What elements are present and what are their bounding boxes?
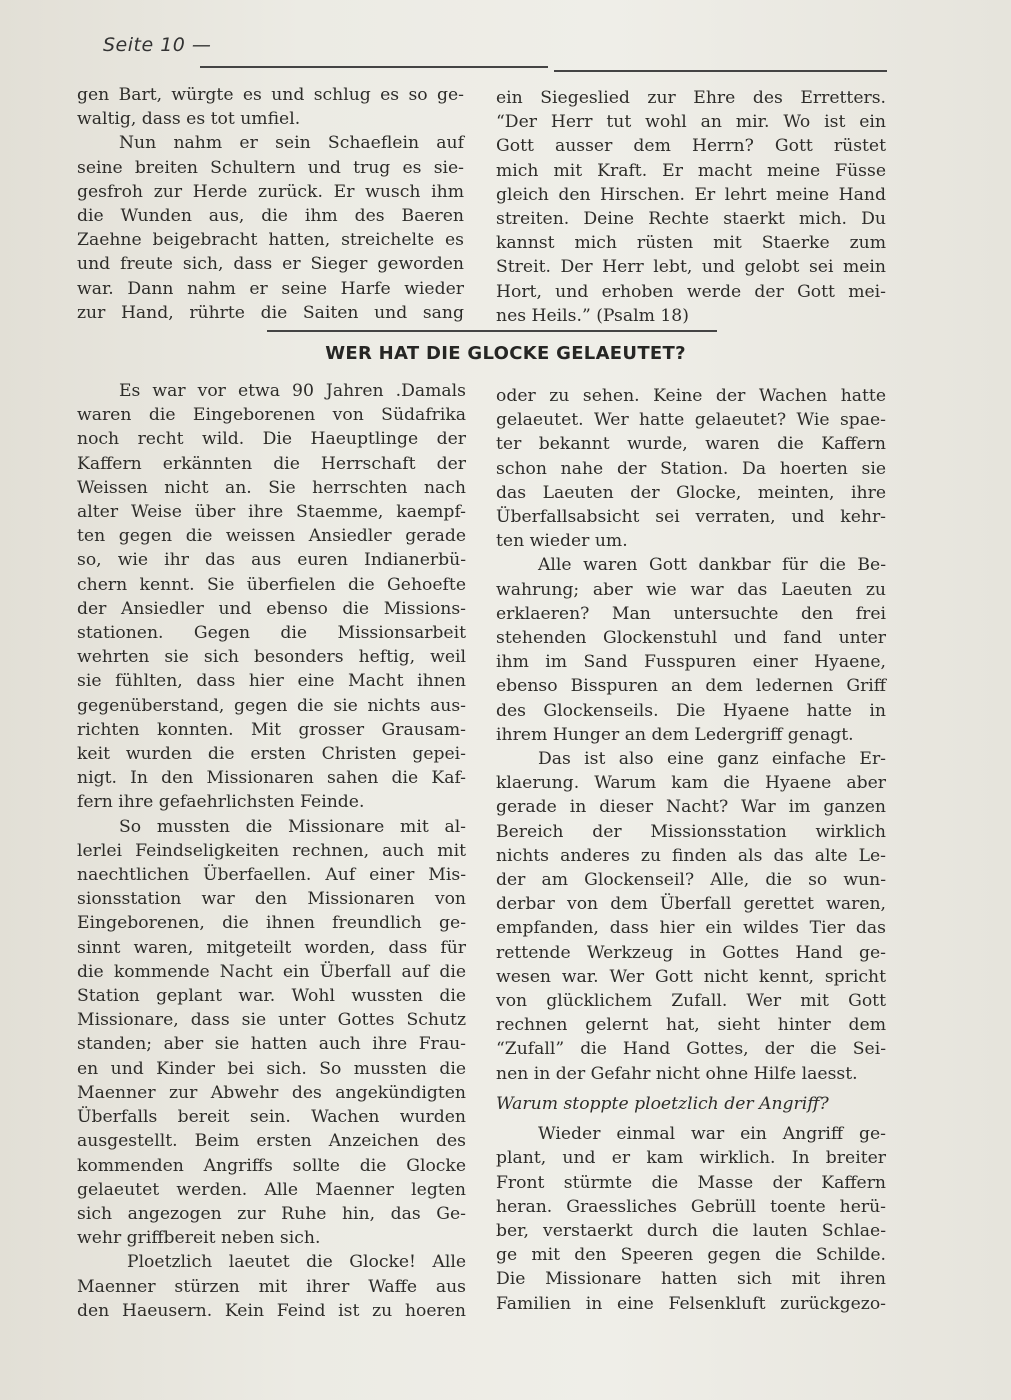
- text-line: wehrten sie sich besonders heftig, weil: [77, 647, 466, 668]
- text-line: wahrung; aber wie war das Laeuten zu: [496, 579, 886, 600]
- header-rule-right: [554, 70, 887, 72]
- text-line: “Der Herr tut wohl an mir. Wo ist ein: [496, 112, 886, 133]
- text-line: die Wunden aus, die ihm des Baeren: [77, 206, 464, 227]
- text-line: ausgestellt. Beim ersten Anzeichen des: [77, 1131, 466, 1152]
- text-line: ein Siegeslied zur Ehre des Erretters.: [496, 88, 886, 108]
- text-line: Maenner zur Abwehr des angekündigten: [77, 1082, 466, 1103]
- text-line: Zaehne beigebracht hatten, streichelte es: [77, 230, 464, 251]
- header-rule-left: [200, 66, 548, 68]
- text-line: kommenden Angriffs sollte die Glocke: [77, 1155, 466, 1176]
- text-line: rechnen gelernt hat, sieht hinter dem: [496, 1015, 886, 1036]
- text-line: naechtlichen Überfaellen. Auf einer Mis-: [77, 865, 466, 886]
- text-line: gelaeutet. Wer hatte gelaeutet? Wie spae-: [496, 410, 886, 431]
- text-line: Nun nahm er sein Schaeflein auf: [119, 133, 464, 154]
- text-line: gesfroh zur Herde zurück. Er wusch ihm: [77, 181, 464, 202]
- text-line: nichts anderes zu finden als das alte Le-: [496, 845, 886, 866]
- text-line: Maenner stürzen mit ihrer Waffe aus: [77, 1276, 466, 1297]
- text-line: rettende Werkzeug in Gottes Hand ge-: [496, 942, 886, 963]
- text-line: die kommende Nacht ein Überfall auf die: [77, 961, 466, 982]
- text-line: wesen war. Wer Gott nicht kennt, spricht: [496, 966, 886, 987]
- text-line: gen Bart, würgte es und schlug es so ge-: [77, 85, 464, 105]
- text-line: en und Kinder bei sich. So mussten die: [77, 1058, 466, 1079]
- text-line: ter bekannt wurde, waren die Kaffern: [496, 434, 886, 455]
- text-line: nen in der Gefahr nicht ohne Hilfe laesst.: [496, 1063, 858, 1084]
- article-right-column: [496, 384, 886, 1316]
- text-line: sinnt waren, mitgeteilt worden, dass für: [77, 937, 466, 958]
- text-line: oder zu sehen. Keine der Wachen hatte: [496, 386, 886, 406]
- text-line: wehr griffbereit neben sich.: [77, 1228, 321, 1249]
- text-line: Das ist also eine ganz einfache Er-: [538, 749, 886, 770]
- text-line: Es war vor etwa 90 Jahren .Damals: [119, 381, 466, 401]
- text-line: plant, und er kam wirklich. In breiter: [496, 1148, 886, 1169]
- text-line: ten wieder um.: [496, 531, 628, 552]
- text-line: von glücklichem Zufall. Wer mit Gott: [496, 991, 886, 1012]
- text-line: zur Hand, rührte die Saiten und sang: [77, 302, 464, 323]
- text-line: Wieder einmal war ein Angriff ge-: [538, 1124, 886, 1145]
- text-line: der Ansiedler und ebenso die Missions-: [77, 598, 466, 619]
- text-line: chern kennt. Sie überfielen die Gehoefte: [77, 574, 466, 595]
- text-line: ihm im Sand Fusspuren einer Hyaene,: [496, 652, 886, 673]
- text-line: derbar von dem Überfall gerettet waren,: [496, 894, 886, 915]
- text-line: Überfallsabsicht sei verraten, und kehr-: [496, 507, 886, 528]
- text-line: klaerung. Warum kam die Hyaene aber: [496, 773, 886, 794]
- text-line: keit wurden die ersten Christen gepei-: [77, 744, 466, 765]
- text-line: das Laeuten der Glocke, meinten, ihre: [496, 482, 886, 503]
- text-line: Front stürmte die Masse der Kaffern: [496, 1172, 886, 1193]
- text-line: ebenso Bisspuren an dem ledernen Griff: [496, 676, 886, 697]
- text-line: schon nahe der Station. Da hoerten sie: [496, 458, 886, 479]
- text-line: heran. Graessliches Gebrüll toente herü-: [496, 1196, 886, 1217]
- text-line: Alle waren Gott dankbar für die Be-: [538, 555, 886, 576]
- top-left-column: [77, 83, 464, 325]
- text-line: gerade in dieser Nacht? War im ganzen: [496, 797, 886, 818]
- text-line: seine breiten Schultern und trug es sie-: [77, 157, 464, 178]
- text-line: Ploetzlich laeutet die Glocke! Alle: [127, 1252, 466, 1273]
- text-line: Eingeborenen, die ihnen freundlich ge-: [77, 913, 466, 934]
- text-line: So mussten die Missionare mit al-: [119, 816, 466, 837]
- text-line: ten gegen die weissen Ansiedler gerade: [77, 526, 466, 547]
- text-line: und freute sich, dass er Sieger geworden: [77, 254, 464, 275]
- text-line: ihrem Hunger an dem Ledergriff genagt.: [496, 724, 854, 745]
- text-line: Gott ausser dem Herrn? Gott rüstet: [496, 136, 886, 157]
- text-line: stationen. Gegen die Missionsarbeit: [77, 623, 466, 644]
- text-line: standen; aber sie hatten auch ihre Frau-: [77, 1034, 466, 1055]
- text-line: sionsstation war den Missionaren von: [77, 889, 466, 910]
- text-line: fern ihre gefaehrlichsten Feinde.: [77, 792, 365, 813]
- text-line: Hort, und erhoben werde der Gott mei-: [496, 281, 886, 302]
- text-line: Kaffern erkännten die Herrschaft der: [77, 453, 466, 474]
- page-number-header: Seite 10 —: [103, 34, 212, 56]
- text-line: noch recht wild. Die Haeuptlinge der: [77, 429, 466, 450]
- text-line: sie fühlten, dass hier eine Macht ihnen: [77, 671, 466, 692]
- text-line: Weissen nicht an. Sie herrschten nach: [77, 477, 466, 498]
- text-line: waltig, dass es tot umfiel.: [77, 109, 301, 130]
- text-line: richten konnten. Mit grosser Grausam-: [77, 719, 466, 740]
- article-left-column: [77, 379, 466, 1323]
- text-line: Bereich der Missionsstation wirklich: [496, 821, 886, 842]
- text-line: Überfalls bereit sein. Wachen wurden: [77, 1107, 466, 1128]
- text-line: “Zufall” die Hand Gottes, der die Sei-: [496, 1039, 886, 1060]
- text-line: erklaeren? Man untersuchte den frei: [496, 603, 886, 624]
- text-line: ge mit den Speeren gegen die Schilde.: [496, 1245, 886, 1266]
- text-line: gleich den Hirschen. Er lehrt meine Hand: [496, 184, 886, 205]
- text-line: mich mit Kraft. Er macht meine Füsse: [496, 160, 886, 181]
- text-line: Station geplant war. Wohl wussten die: [77, 986, 466, 1007]
- text-line: waren die Eingeborenen von Südafrika: [77, 405, 466, 426]
- article-title: WER HAT DIE GLOCKE GELAEUTET?: [325, 343, 686, 364]
- text-line: stehenden Glockenstuhl und fand unter: [496, 628, 886, 649]
- text-line: sich angezogen zur Ruhe hin, das Ge-: [77, 1203, 466, 1224]
- text-line: streiten. Deine Rechte staerkt mich. Du: [496, 209, 886, 230]
- text-line: alter Weise über ihre Staemme, kaempf-: [77, 502, 466, 523]
- top-right-column: [496, 86, 886, 328]
- text-line: ber, verstaerkt durch die lauten Schlae-: [496, 1220, 886, 1241]
- text-line: gegenüberstand, gegen die sie nichts aus-: [77, 695, 466, 716]
- text-line: nigt. In den Missionaren sahen die Kaf-: [77, 768, 466, 789]
- text-line: so, wie ihr das aus euren Indianerbü-: [77, 550, 466, 571]
- text-line: war. Dann nahm er seine Harfe wieder: [77, 278, 464, 299]
- text-line: des Glockenseils. Die Hyaene hatte in: [496, 700, 886, 721]
- text-line: der am Glockenseil? Alle, die so wun-: [496, 870, 886, 891]
- text-line: Missionare, dass sie unter Gottes Schutz: [77, 1010, 466, 1031]
- section-subheading: Warum stoppte ploetzlich der Angriff?: [496, 1093, 829, 1114]
- text-line: Die Missionare hatten sich mit ihren: [496, 1269, 886, 1290]
- text-line: Familien in eine Felsenkluft zurückgezo-: [496, 1293, 886, 1314]
- text-line: den Haeusern. Kein Feind ist zu hoeren: [77, 1300, 466, 1321]
- text-line: empfanden, dass hier ein wildes Tier das: [496, 918, 886, 939]
- text-line: lerlei Feindseligkeiten rechnen, auch mit: [77, 840, 466, 861]
- text-line: Streit. Der Herr lebt, und gelobt sei mein: [496, 257, 886, 278]
- text-line: nes Heils.” (Psalm 18): [496, 305, 689, 326]
- text-line: gelaeutet werden. Alle Maenner legten: [77, 1179, 466, 1200]
- text-line: kannst mich rüsten mit Staerke zum: [496, 233, 886, 254]
- section-divider-rule: [267, 330, 717, 332]
